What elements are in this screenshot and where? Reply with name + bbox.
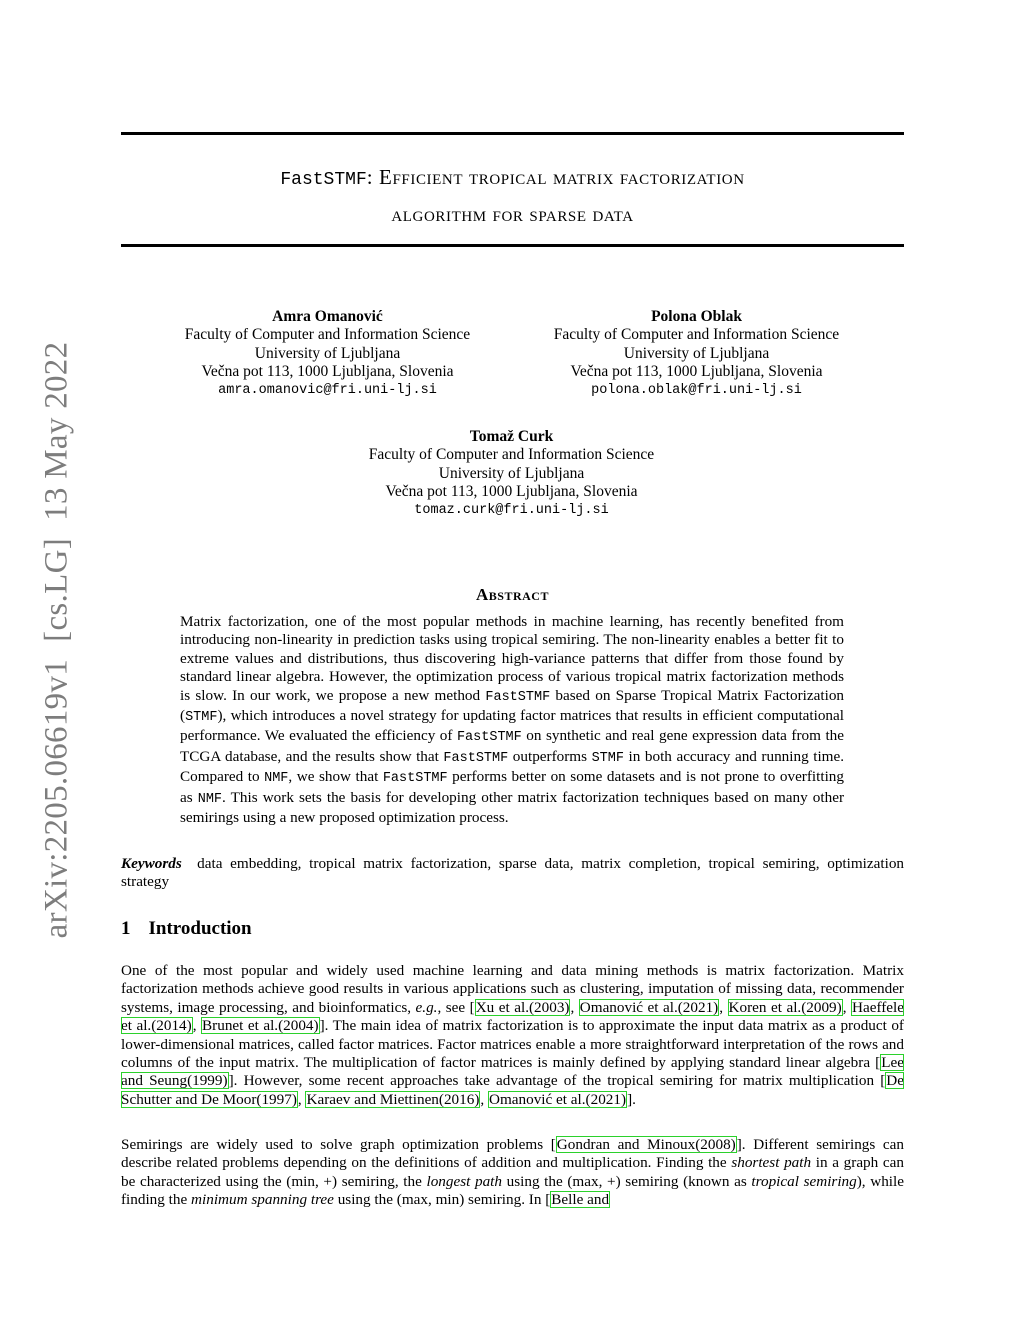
abstract-text-run: on synthetic and real gene expression data from the TCGA database, and the results show that (180, 727, 844, 765)
math-expression: (min, +) (286, 1172, 338, 1190)
author-address: Večna pot 113, 1000 Ljubljana, Slovenia (385, 483, 638, 501)
method-name-code: NMF (197, 791, 223, 807)
method-name-code: NMF (264, 771, 289, 787)
author-university: University of Ljubljana (254, 344, 401, 362)
method-name-code: STMF (591, 750, 624, 766)
author-affiliation: Faculty of Computer and Information Science (368, 446, 655, 464)
citation-link[interactable]: Gondran and Minoux(2008) (556, 1136, 736, 1153)
emphasis-text: tropical semiring (751, 1172, 857, 1190)
method-name-code: STMF (185, 710, 218, 726)
citation-link[interactable]: Karaev and Miettinen(2016) (306, 1090, 480, 1108)
title-line-2: algorithm for sparse data (391, 202, 634, 226)
abstract-text-run: , we show that (288, 768, 383, 786)
author-block-3 (344, 428, 679, 520)
citation-link[interactable]: Belle and (551, 1191, 610, 1209)
section-title: Introduction (148, 918, 252, 939)
paragraph-text-run: ), while finding the (121, 1172, 904, 1209)
paragraph-text-run: in a graph can be characterized using the (121, 1154, 904, 1190)
emphasis-text: longest path (426, 1172, 502, 1190)
paragraph-text-run: One of the most popular and widely used machine learning and data mining methods is matrix factorization. Matrix factorization methods achieve good results in various applications such as clustering, imputation of missing data, recommender systems, image processing, and bioinformatics, (121, 962, 904, 1016)
citation-link[interactable]: De Schutter and De Moor(1997) (121, 1072, 904, 1108)
citation-link[interactable]: Haeffele et al.(2014) (121, 998, 904, 1035)
abstract-text-run: based on Sparse Tropical Matrix Factorization ( (180, 686, 845, 725)
keywords (121, 855, 904, 892)
author-name: Amra Omanović (272, 308, 383, 325)
citation-link[interactable]: Omanović et al.(2021) (579, 998, 719, 1016)
paper-title (121, 160, 904, 231)
citation-link[interactable]: Lee and Seung(1999) (121, 1054, 904, 1090)
title-method-name: FastSTMF (280, 170, 367, 190)
method-name-code: FastSTMF (485, 689, 551, 705)
citation-link[interactable]: Omanović et al.(2021) (488, 1090, 627, 1108)
abstract-heading: Abstract (476, 585, 549, 604)
citation-link[interactable]: Brunet et al.(2004) (202, 1017, 319, 1035)
author-block-1 (160, 308, 495, 400)
abstract-text-run: ), which introduces a novel strategy for updating factor matrices that results in efficient computational performance. We evaluated the efficiency of (180, 707, 844, 745)
arxiv-stamp (39, 342, 76, 939)
paragraph-text-run: using the (501, 1172, 568, 1190)
author-address: Večna pot 113, 1000 Ljubljana, Slovenia (201, 363, 454, 381)
author-university: University of Ljubljana (623, 344, 770, 362)
author-email[interactable]: amra.omanovic@fri.uni-lj.si (218, 382, 437, 398)
method-name-code: FastSTMF (443, 750, 509, 766)
paragraph-text-run: semiring. In [ (464, 1191, 551, 1209)
method-name-code: FastSTMF (382, 771, 448, 787)
intro-paragraph-1: One of the most popular and widely used machine learning and data mining methods is matrix factorization. Matrix factorization methods achieve good results in various applications such as clustering, imputation of missing data, recommender systems, image processing, and bioinformatics, e.g., see [Xu et al.(2003), Omanović et al.(2021), Koren et al.(2009), Haeffele et al.(2014), Brunet et al.(2004)]. The main idea of matrix factorization is to approximate the input data matrix as a product of lower-dimensional matrices, called factor matrices. Factor matrices enable a more straightforward interpretation of the rows and columns of the input matrix. The multiplication of factor matrices is mainly defined by applying standard linear algebra [Lee and Seung(1999)]. However, some recent approaches take advantage of the tropical semiring for matrix multiplication [De Schutter and De Moor(1997), Karaev and Miettinen(2016), Omanović et al.(2021)]. (121, 962, 904, 1108)
author-affiliation: Faculty of Computer and Information Science (184, 326, 471, 344)
paragraph-text-run: ]. The main idea of matrix factorization is to approximate the input data matrix as a product of lower-dimensional matrices, called factor matrices. Factor matrices enable a more straightforward interpretation of the rows and columns of the input matrix. The multiplication of factor matrices is mainly defined by applying standard linear algebra [ (121, 1017, 904, 1072)
title-line-1-text: : Efficient tropical matrix factorization (366, 165, 745, 189)
title-top-rule (121, 132, 904, 135)
keywords-label: Keywords (121, 855, 182, 872)
math-expression: (max, min) (396, 1191, 465, 1209)
paragraph-text-run: , see [ (437, 998, 475, 1016)
author-university: University of Ljubljana (438, 464, 585, 482)
arxiv-id: arXiv:2205.06619v1 (38, 658, 75, 939)
title-bottom-rule (121, 244, 904, 247)
paragraph-text-run: semiring (known as (620, 1172, 752, 1190)
paragraph-text-run: semiring, the (337, 1172, 427, 1190)
title-line-1 (121, 160, 904, 197)
method-name-code: FastSTMF (456, 730, 522, 746)
abstract-text-run: . This work sets the basis for developing other matrix factorization techniques based on many other semirings using a new proposed optimization process. (180, 788, 845, 827)
arxiv-date: 13 May 2022 (38, 341, 75, 521)
author-block-2 (529, 308, 864, 400)
abstract-text-run: performs better on some datasets and is not prone to overfitting as (180, 768, 844, 806)
arxiv-category: [cs.LG] (38, 538, 75, 642)
math-expression: (max, +) (567, 1172, 621, 1190)
emphasis-text: e.g. (415, 998, 438, 1016)
author-name: Tomaž Curk (469, 428, 554, 445)
emphasis-text: shortest path (731, 1154, 812, 1172)
section-number: 1 (121, 918, 131, 939)
abstract-text (180, 613, 844, 827)
author-email[interactable]: tomaz.curk@fri.uni-lj.si (414, 502, 609, 518)
citation-link[interactable]: Xu et al.(2003) (475, 998, 570, 1016)
citation-link[interactable]: Koren et al.(2009) (728, 998, 842, 1016)
author-name: Polona Oblak (651, 308, 742, 325)
keywords-text: data embedding, tropical matrix factorization, sparse data, matrix completion, tropical semiring, optimization strategy (121, 855, 905, 891)
author-affiliation: Faculty of Computer and Information Science (553, 326, 840, 344)
section-heading-introduction (121, 918, 252, 940)
abstract-text-run: Matrix factorization, one of the most popular methods in machine learning, has recently benefited from introducing non-linearity in prediction tasks using tropical semiring. The non-linearity enables a better fit to extreme values and distributions, thus discovering high-variance patterns that differ from those found by standard linear algebra. However, the optimization process of various tropical matrix factorization methods is slow. In our work, we propose a new method (180, 613, 844, 704)
emphasis-text: minimum spanning tree (191, 1191, 334, 1209)
paragraph-text-run: Semirings are widely used to solve graph optimization problems [ (121, 1136, 556, 1153)
abstract-text-run: in both accuracy and running time. Compared to (180, 747, 845, 786)
paragraph-text-run: ]. Different semirings can describe related problems depending on the definitions of addition and multiplication. Finding the (121, 1136, 904, 1172)
paragraph-text-run: using the (333, 1191, 397, 1209)
intro-paragraph-2 (121, 1136, 904, 1210)
paragraph-text-run: ]. (627, 1090, 636, 1108)
paragraph-text-run: ]. However, some recent approaches take advantage of the tropical semiring for matrix multiplication [ (228, 1072, 886, 1090)
author-address: Večna pot 113, 1000 Ljubljana, Slovenia (570, 363, 823, 381)
abstract-text-run: outperforms (508, 747, 592, 765)
author-email[interactable]: polona.oblak@fri.uni-lj.si (591, 382, 802, 398)
